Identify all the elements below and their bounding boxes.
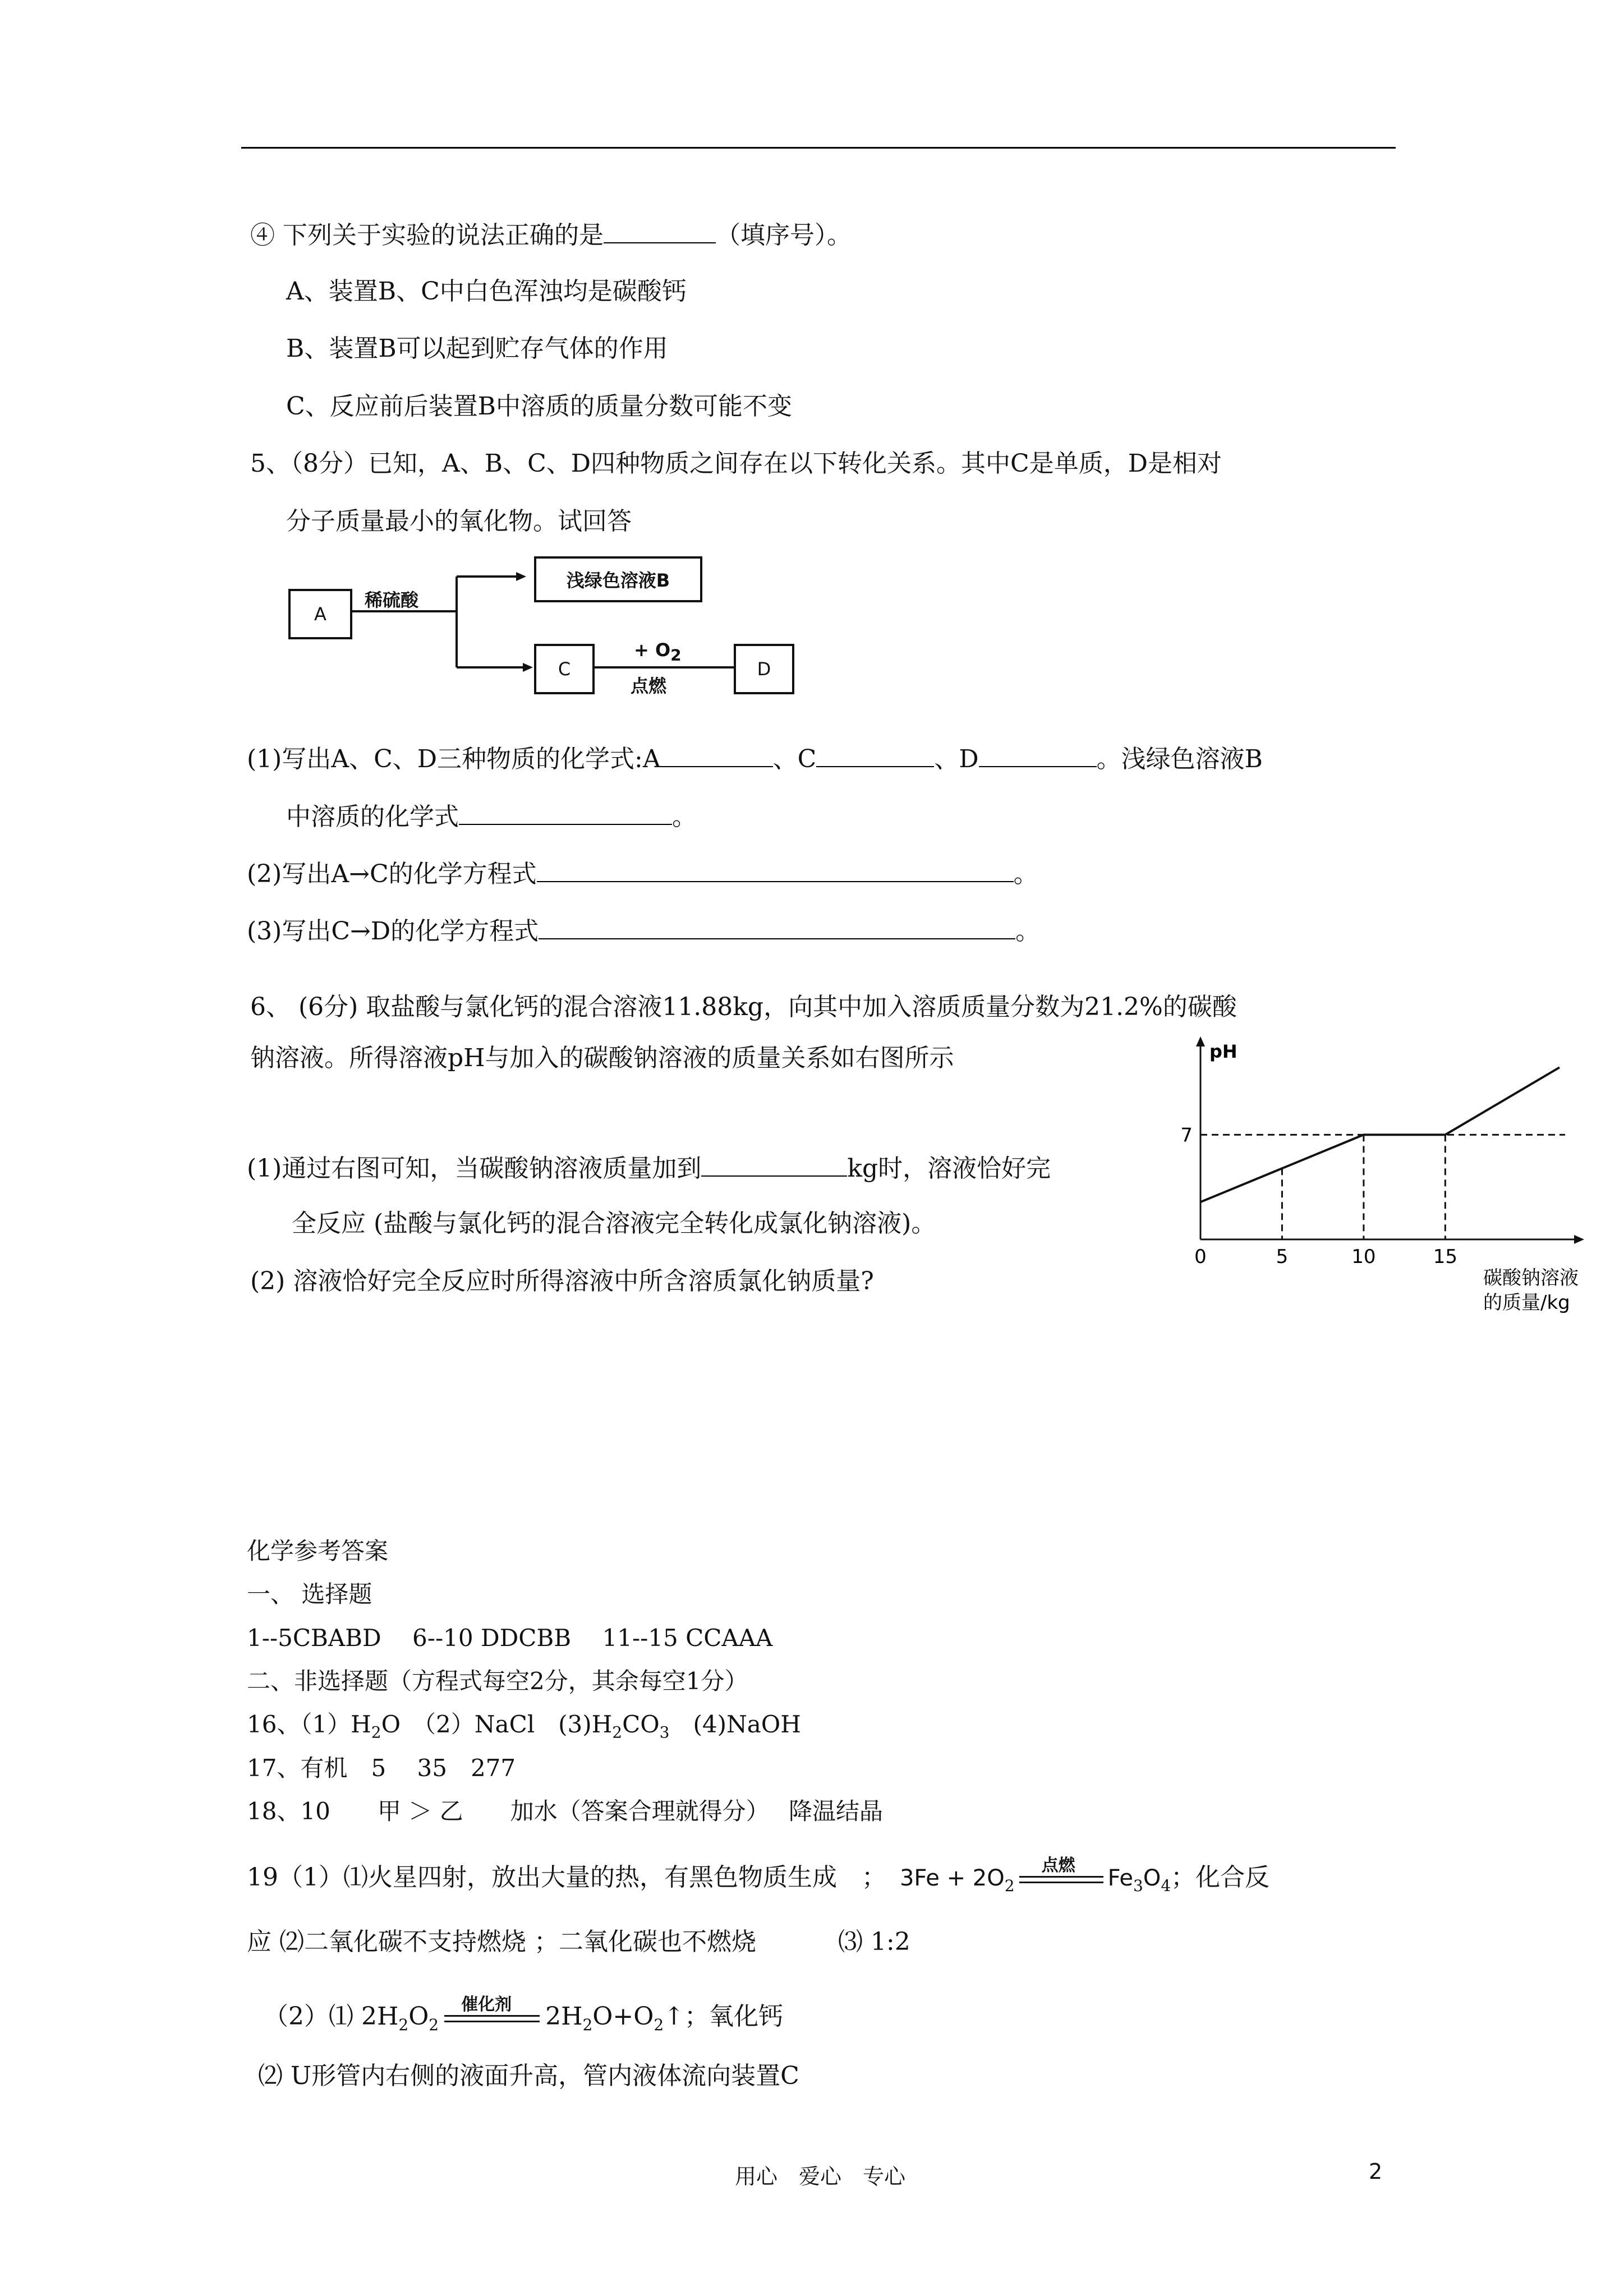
answer-19-line1: 19（1）⑴火星四射，放出大量的热，有黑色物质生成 ； $3Fe + 2O_2$ 点燃 $Fe_3O_4$；化合反 [247, 1855, 1270, 1895]
diagram-label-acid: 稀硫酸 [365, 589, 419, 611]
footer-motto: 用心 爱心 专心 [735, 2164, 906, 2189]
chart-x-tick-label: 0 [1194, 1246, 1207, 1268]
q4-option-b: B、装置B可以起到贮存气体的作用 [286, 334, 668, 363]
ph-chart-svg [1178, 1032, 1604, 1324]
chart-y-axis-arrow [1196, 1036, 1205, 1046]
chart-xlabel-line1: 碳酸钠溶液 [1483, 1267, 1579, 1289]
q5-blank-eq-cd[interactable] [539, 912, 1015, 939]
chart-x-tick-label: 10 [1351, 1246, 1376, 1268]
q5-sub3: (3)写出C→D的化学方程式 。 [247, 912, 1040, 948]
diagram-box-b: 浅绿色溶液B [534, 556, 702, 602]
diagram-label-ignite: 点燃 [631, 675, 667, 697]
q4-option-c: C、反应前后装置B中溶质的质量分数可能不变 [286, 392, 792, 421]
chart-x-tick-label: 5 [1276, 1246, 1289, 1268]
q6-sub2: (2) 溶液恰好完全反应时所得溶液中所含溶质氯化钠质量? [250, 1267, 874, 1295]
q5-blank-a[interactable] [661, 740, 773, 767]
chart-x-axis-arrow [1574, 1235, 1584, 1244]
q5-sub1-line1: (1)写出A、C、D三种物质的化学式:A 、C 、D 。浅绿色溶液B [247, 740, 1263, 776]
q6-line1: 6、 (6分) 取盐酸与氯化钙的混合溶液11.88kg，向其中加入溶质质量分数为21.2%的碳酸 [250, 993, 1237, 1021]
q5-blank-b-solute[interactable] [459, 798, 672, 825]
answer-18: 18、10 甲 ＞ 乙 加水（答案合理就得分） 降温结晶 [247, 1797, 883, 1825]
q5-blank-d[interactable] [979, 740, 1097, 767]
answers-mc: 1--5CBABD 6--10 DDCBB 11--15 CCAAA [247, 1624, 773, 1652]
ph-chart [1178, 1032, 1604, 1324]
answer-19b-line1: （2）⑴ $2H_2O_2$ 催化剂 $2H_2O+O_2↑$；氧化钙 [264, 1994, 784, 2034]
q5-flow-diagram [280, 555, 797, 707]
chart-xlabel-line2: 的质量/kg [1483, 1292, 1570, 1314]
eq-condition-ignite: 点燃 [1019, 1868, 1103, 1891]
diagram-label-o2: + $O_2$ [634, 639, 682, 665]
q5-blank-eq-ac[interactable] [537, 855, 1014, 882]
answers-section1: 一、 选择题 [247, 1580, 372, 1608]
diagram-box-c: C [534, 644, 595, 694]
q6-sub1-line1: (1)通过右图可知，当碳酸钠溶液质量加到 kg时，溶液恰好完 [247, 1150, 1051, 1186]
answer-19b-line2: ⑵ U形管内右侧的液面升高，管内液体流向装置C [258, 2062, 799, 2090]
eq-condition-catalyst: 催化剂 [444, 2007, 540, 2030]
q4-answer-blank[interactable] [604, 216, 716, 243]
chart-y-tick-label: 7 [1180, 1124, 1193, 1147]
q5-line2: 分子质量最小的氧化物。试回答 [286, 507, 632, 536]
answer-19-line2: 应 ⑵二氧化碳不支持燃烧 ；二氧化碳也不燃烧 ⑶ 1:2 [247, 1928, 910, 1956]
q5-line1: 5、（8分）已知，A、B、C、D四种物质之间存在以下转化关系。其中C是单质，D是相对 [250, 449, 1222, 478]
answer-17: 17、有机 5 35 277 [247, 1754, 516, 1782]
q4-option-a: A、装置B、C中白色浑浊均是碳酸钙 [286, 277, 687, 306]
header-rule [241, 147, 1396, 149]
q6-sub1-line2: 全反应 (盐酸与氯化钙的混合溶液完全转化成氯化钠溶液)。 [292, 1209, 936, 1238]
chart-ylabel: pH [1209, 1041, 1237, 1062]
answers-section2: 二、非选择题（方程式每空2分，其余每空1分） [247, 1667, 748, 1695]
q4-prompt: ④ 下列关于实验的说法正确的是 [250, 221, 604, 250]
answers-title: 化学参考答案 [247, 1537, 389, 1565]
diagram-box-d: D [734, 644, 794, 694]
answer-16: 16、$(1)H_2O$ （2）NaCl $(3)H_2CO_3$ (4)NaOH [247, 1711, 801, 1742]
q5-sub2: (2)写出A→C的化学方程式 。 [247, 855, 1038, 891]
q4-prompt-line [250, 216, 852, 252]
q6-line2: 钠溶液。所得溶液pH与加入的碳酸钠溶液的质量关系如右图所示 [250, 1044, 954, 1072]
q5-sub1-line2: 中溶质的化学式 。 [286, 798, 697, 834]
chart-x-tick-label: 15 [1433, 1246, 1457, 1268]
q5-blank-c[interactable] [816, 740, 934, 767]
q6-blank-mass[interactable] [701, 1150, 847, 1177]
q4-suffix: （填序号）。 [716, 221, 852, 250]
footer-page-number: 2 [1369, 2159, 1383, 2184]
diagram-box-a: A [288, 589, 352, 639]
